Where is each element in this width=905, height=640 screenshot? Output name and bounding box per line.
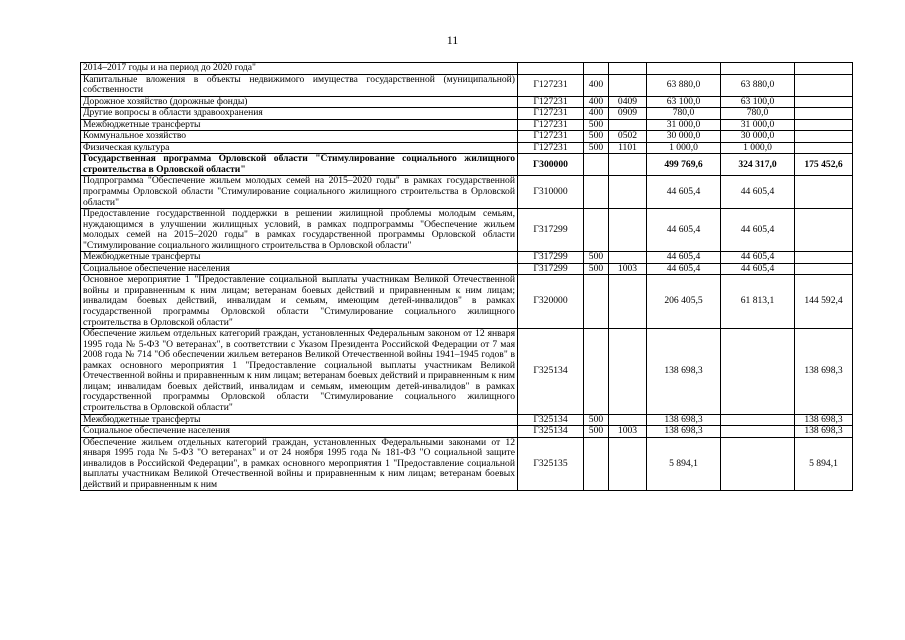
row-year2 [795, 176, 853, 209]
row-code: Г317299 [518, 263, 584, 275]
row-code: Г325134 [518, 329, 584, 414]
row-vr [584, 154, 609, 176]
row-total: 138 698,3 [647, 414, 721, 426]
row-vr [584, 275, 609, 329]
row-code: Г310000 [518, 176, 584, 209]
row-total: 44 605,4 [647, 176, 721, 209]
row-name: Капитальные вложения в объекты недвижимого имущества государственной (муниципальной) собственности [81, 74, 518, 96]
row-year2: 175 452,6 [795, 154, 853, 176]
row-year1: 44 605,4 [721, 176, 795, 209]
budget-table [80, 62, 853, 491]
table-row [81, 131, 853, 143]
table-row [81, 154, 853, 176]
row-rz [609, 209, 647, 252]
row-name: Социальное обеспечение населения [81, 426, 518, 438]
row-total: 63 100,0 [647, 96, 721, 108]
row-name: Социальное обеспечение населения [81, 263, 518, 275]
row-total: 44 605,4 [647, 263, 721, 275]
row-name: Подпрограмма "Обеспечение жильем молодых семей на 2015–2020 годы" в рамках государственной программы Орловской области "Стимулирование социального жилищного строительства в Орловской области" [81, 176, 518, 209]
row-rz [609, 119, 647, 131]
row-total: 63 880,0 [647, 74, 721, 96]
row-name: Дорожное хозяйство (дорожные фонды) [81, 96, 518, 108]
row-total: 138 698,3 [647, 329, 721, 414]
row-year2: 5 894,1 [795, 437, 853, 491]
row-year1 [721, 437, 795, 491]
row-rz [609, 275, 647, 329]
row-total: 30 000,0 [647, 131, 721, 143]
row-rz: 0409 [609, 96, 647, 108]
row-code [518, 63, 584, 75]
row-code: Г317299 [518, 209, 584, 252]
row-name: Межбюджетные трансферты [81, 414, 518, 426]
row-year1: 780,0 [721, 108, 795, 120]
row-year2 [795, 96, 853, 108]
row-year2 [795, 263, 853, 275]
row-code: Г325134 [518, 414, 584, 426]
table-row [81, 209, 853, 252]
row-code: Г127231 [518, 108, 584, 120]
row-code: Г127231 [518, 96, 584, 108]
row-vr: 500 [584, 263, 609, 275]
row-vr: 500 [584, 142, 609, 154]
row-total: 206 405,5 [647, 275, 721, 329]
row-total: 44 605,4 [647, 209, 721, 252]
row-rz: 0502 [609, 131, 647, 143]
row-vr [584, 437, 609, 491]
row-year1: 63 880,0 [721, 74, 795, 96]
row-rz [609, 437, 647, 491]
row-total [647, 63, 721, 75]
row-vr [584, 176, 609, 209]
row-vr [584, 329, 609, 414]
row-year2 [795, 119, 853, 131]
row-year2: 138 698,3 [795, 329, 853, 414]
row-code: Г317299 [518, 252, 584, 264]
row-year1: 63 100,0 [721, 96, 795, 108]
row-code: Г127231 [518, 142, 584, 154]
row-total: 31 000,0 [647, 119, 721, 131]
row-year2: 138 698,3 [795, 426, 853, 438]
row-total: 138 698,3 [647, 426, 721, 438]
row-year1: 30 000,0 [721, 131, 795, 143]
row-total: 44 605,4 [647, 252, 721, 264]
row-year1: 44 605,4 [721, 209, 795, 252]
row-name: Обеспечение жильем отдельных категорий граждан, установленных Федеральными законами от 12 января 1995 года № 5-ФЗ "О ветеранах" и от 24 ноября 1995 года № 181-ФЗ "О социальной защите инвалидов в Российской Федерации", в рамках основного мероприятия 1 "Предоставление социальной выплаты участникам Великой Отечественной войны и приравненным к ним лицам; ветеранам боевых действий и приравненным к ним [81, 437, 518, 491]
row-vr [584, 63, 609, 75]
row-rz [609, 63, 647, 75]
row-year1 [721, 414, 795, 426]
table-row [81, 414, 853, 426]
row-year2 [795, 142, 853, 154]
row-vr [584, 209, 609, 252]
row-rz [609, 252, 647, 264]
row-code: Г325134 [518, 426, 584, 438]
row-year1: 44 605,4 [721, 263, 795, 275]
row-year2 [795, 108, 853, 120]
row-year1: 61 813,1 [721, 275, 795, 329]
row-year2 [795, 252, 853, 264]
row-year1: 44 605,4 [721, 252, 795, 264]
row-rz [609, 329, 647, 414]
table-row [81, 176, 853, 209]
row-rz [609, 176, 647, 209]
row-name: Основное мероприятие 1 "Предоставление социальной выплаты участникам Великой Отечественной войны и приравненным к ним лицам; ветеранам боевых действий и приравненным к ним лицам; инвалидам боевых действий, инвалидам и семьям, имеющим детей-инвалидов" в рамках государственной программы Орловской области "Стимулирование социального жилищного строительства в Орловской области" [81, 275, 518, 329]
page-number: 11 [446, 33, 459, 47]
row-name: Коммунальное хозяйство [81, 131, 518, 143]
row-rz: 0909 [609, 108, 647, 120]
row-year2 [795, 131, 853, 143]
row-year1: 31 000,0 [721, 119, 795, 131]
row-total: 499 769,6 [647, 154, 721, 176]
row-vr: 500 [584, 426, 609, 438]
row-rz: 1101 [609, 142, 647, 154]
table-row [81, 275, 853, 329]
row-vr: 500 [584, 119, 609, 131]
table-row [81, 437, 853, 491]
row-year1 [721, 63, 795, 75]
row-total: 1 000,0 [647, 142, 721, 154]
row-year2 [795, 209, 853, 252]
row-rz [609, 414, 647, 426]
row-code: Г127231 [518, 119, 584, 131]
row-code: Г325135 [518, 437, 584, 491]
row-name: Предоставление государственной поддержки в решении жилищной проблемы молодым семьям, нуждающимся в улучшении жилищных условий, в рамках подпрограммы "Обеспечение жильем молодых семей на 2015–2020 годы" в рамках государственной программы Орловской области "Стимулирование социального жилищного строительства в Орловской области" [81, 209, 518, 252]
table-row [81, 63, 853, 75]
row-year2 [795, 63, 853, 75]
row-name: 2014–2017 годы и на период до 2020 года" [81, 63, 518, 75]
table-row [81, 252, 853, 264]
row-vr: 400 [584, 108, 609, 120]
row-code: Г300000 [518, 154, 584, 176]
row-rz: 1003 [609, 263, 647, 275]
row-total: 5 894,1 [647, 437, 721, 491]
table-row [81, 426, 853, 438]
row-year1 [721, 329, 795, 414]
table-row [81, 329, 853, 414]
row-name: Физическая культура [81, 142, 518, 154]
row-total: 780,0 [647, 108, 721, 120]
row-vr: 500 [584, 252, 609, 264]
row-year2: 138 698,3 [795, 414, 853, 426]
table-row [81, 108, 853, 120]
row-code: Г127231 [518, 131, 584, 143]
table-row [81, 263, 853, 275]
row-code: Г127231 [518, 74, 584, 96]
row-name: Обеспечение жильем отдельных категорий граждан, установленных Федеральным законом от 12 января 1995 года № 5-ФЗ "О ветеранах", в соответствии с Указом Президента Российской Федерации от 7 мая 2008 года № 714 "Об обеспечении жильем ветеранов Великой Отечественной войны 1941–1945 годов" в рамках основного мероприятия 1 "Предоставление социальной выплаты участникам Великой Отечественной войны и приравненным к ним лицам; ветеранам боевых действий и приравненным к ним лицам; инвалидам боевых действий, инвалидам и семьям, имеющим детей-инвалидов" в рамках государственной программы Орловской области "Стимулирование социального жилищного строительства в Орловской области" [81, 329, 518, 414]
row-year1: 1 000,0 [721, 142, 795, 154]
row-vr: 500 [584, 131, 609, 143]
row-year1: 324 317,0 [721, 154, 795, 176]
row-name: Межбюджетные трансферты [81, 119, 518, 131]
row-year2 [795, 74, 853, 96]
row-vr: 400 [584, 74, 609, 96]
row-name: Другие вопросы в области здравоохранения [81, 108, 518, 120]
row-vr: 500 [584, 414, 609, 426]
row-rz [609, 74, 647, 96]
row-name: Межбюджетные трансферты [81, 252, 518, 264]
row-year2: 144 592,4 [795, 275, 853, 329]
table-row [81, 119, 853, 131]
row-vr: 400 [584, 96, 609, 108]
row-name: Государственная программа Орловской области "Стимулирование социального жилищного строительства в Орловской области" [81, 154, 518, 176]
row-rz [609, 154, 647, 176]
table-row [81, 96, 853, 108]
table-row [81, 142, 853, 154]
row-code: Г320000 [518, 275, 584, 329]
row-year1 [721, 426, 795, 438]
row-rz: 1003 [609, 426, 647, 438]
table-row [81, 74, 853, 96]
